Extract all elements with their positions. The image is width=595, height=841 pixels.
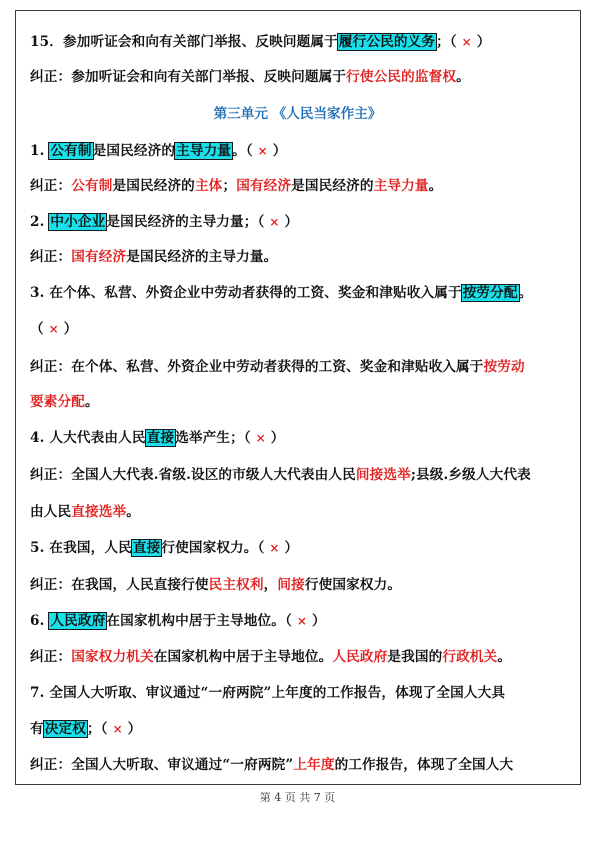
correction-term: 行政机关	[442, 649, 498, 665]
item-4-correction-cont	[30, 503, 140, 521]
text-segment: 纠正：	[30, 178, 72, 194]
wrong-mark: ×	[269, 541, 280, 555]
text-segment: ；（	[86, 721, 113, 737]
text-segment: 纠正：全国人大听取、审议通过“一府两院”	[30, 757, 294, 773]
item-3-statement	[30, 284, 532, 302]
item-4-correction	[30, 466, 531, 484]
text-segment: （	[30, 321, 49, 337]
text-segment: 。	[84, 394, 99, 410]
highlighted-term: 中小企业	[50, 214, 106, 230]
text-segment: 在国家机构中居于主导地位。（	[106, 613, 297, 629]
text-segment: ；（	[436, 34, 462, 50]
item-6-statement	[30, 612, 326, 630]
highlighted-term: 决定权	[44, 721, 86, 737]
wrong-mark: ×	[296, 614, 308, 628]
wrong-mark: ×	[112, 722, 123, 736]
correction-term: 间接选举	[355, 467, 411, 483]
text-segment: 。	[497, 649, 512, 665]
text-segment: 1.	[30, 143, 50, 159]
text-segment: ;县级.乡级人大代表	[410, 467, 531, 483]
text-segment: 。（	[232, 143, 258, 159]
text-segment: 纠正：在我国，人民直接行使	[30, 577, 209, 593]
item-15-correction	[30, 68, 470, 86]
item-1-correction	[30, 177, 442, 195]
highlighted-term: 直接	[146, 430, 175, 446]
text-segment: 选举产生；（	[175, 430, 256, 446]
highlighted-term: 主导力量	[176, 143, 232, 159]
text-segment: 5. 在我国，人民	[30, 540, 132, 556]
correction-term: 民主权利	[208, 577, 264, 593]
item-1-statement	[30, 142, 287, 160]
item-7-statement-cont	[30, 720, 141, 738]
wrong-mark: ×	[257, 144, 268, 158]
text-segment: 。	[126, 504, 140, 520]
page-border	[15, 10, 581, 785]
item-15-statement	[30, 33, 491, 51]
correction-term: 国有经济	[71, 249, 127, 265]
highlighted-term: 人民政府	[50, 613, 106, 629]
text-segment: 。	[518, 285, 533, 301]
correction-term: 主体	[194, 178, 223, 194]
correction-term: 间接	[277, 577, 305, 593]
text-segment: ）	[267, 143, 287, 159]
text-segment: 的工作报告，体现了全国人大	[334, 757, 514, 773]
highlighted-term: 按劳分配	[462, 285, 518, 301]
item-3-correction	[30, 358, 525, 376]
text-segment: ）	[307, 613, 326, 629]
correction-term: 要素分配	[30, 394, 85, 410]
item-5-correction	[30, 576, 401, 594]
wrong-mark: ×	[255, 431, 266, 445]
correction-term: 国有经济	[236, 178, 292, 194]
wrong-mark: ×	[461, 35, 472, 49]
unit-heading: 第三单元 《人民当家作主》	[213, 106, 382, 122]
text-segment: ）	[471, 34, 491, 50]
text-segment: 纠正：全国人大代表.省级.设区的市级人大代表由人民	[30, 467, 356, 483]
correction-term: 主导力量	[373, 178, 429, 194]
item-5-statement	[30, 539, 298, 557]
text-segment: 15．参加听证会和向有关部门举报、反映问题属于	[30, 34, 338, 50]
correction-term: 按劳动	[483, 359, 525, 375]
text-segment: 7. 全国人大听取、审议通过“一府两院”上年度的工作报告，体现了全国人大具	[30, 685, 506, 701]
page-footer: 第 4 页 共 7 页	[259, 791, 336, 804]
text-segment: 纠正：在个体、私营、外资企业中劳动者获得的工资、奖金和津贴收入属于	[30, 359, 484, 375]
text-segment: 。	[428, 178, 443, 194]
item-4-statement	[30, 429, 285, 447]
item-7-statement	[30, 684, 505, 702]
item-2-statement	[30, 213, 298, 231]
text-segment: 是国民经济的	[92, 143, 176, 159]
text-segment: ）	[279, 214, 299, 230]
text-segment: 纠正：参加听证会和向有关部门举报、反映问题属于	[30, 69, 347, 85]
text-segment: 是国民经济的主导力量；（	[106, 214, 270, 230]
text-segment: 纠正：	[30, 249, 72, 265]
text-segment: 是国民经济的主导力量。	[126, 249, 278, 265]
highlighted-term: 直接	[132, 540, 161, 556]
text-segment: 2.	[30, 214, 50, 230]
text-segment: ；	[222, 178, 237, 194]
text-segment: ，	[263, 577, 278, 593]
wrong-mark: ×	[48, 322, 59, 336]
text-segment: 在国家机构中居于主导地位。	[153, 649, 333, 665]
correction-term: 直接选举	[71, 504, 127, 520]
text-segment: 纠正：	[30, 649, 72, 665]
item-2-correction	[30, 248, 277, 266]
item-3-correction-cont	[30, 393, 99, 411]
correction-term: 人民政府	[332, 649, 388, 665]
text-segment: 6.	[30, 613, 50, 629]
correction-term: 上年度	[293, 757, 335, 773]
text-segment: 4. 人大代表由人民	[30, 430, 146, 446]
text-segment: 是国民经济的	[112, 178, 195, 194]
item-7-correction	[30, 756, 513, 774]
highlighted-term: 公有制	[50, 143, 92, 159]
text-segment: 行使国家权力。	[304, 577, 402, 593]
text-segment: 由人民	[30, 504, 72, 520]
text-segment: ）	[265, 430, 285, 446]
text-segment: 。	[456, 69, 470, 85]
wrong-mark: ×	[269, 215, 280, 229]
text-segment: 是我国的	[387, 649, 443, 665]
correction-term: 行使公民的监督权	[346, 69, 457, 85]
text-segment: 行使国家权力。（	[161, 540, 270, 556]
item-3-statement-cont	[30, 320, 78, 338]
text-segment: ）	[58, 321, 78, 337]
text-segment: 有	[30, 721, 44, 737]
text-segment: ）	[122, 721, 142, 737]
text-segment: ）	[279, 540, 299, 556]
text-segment: 是国民经济的	[291, 178, 374, 194]
correction-term: 国家权力机关	[71, 649, 154, 665]
correction-term: 公有制	[71, 178, 113, 194]
highlighted-term: 履行公民的义务	[338, 34, 436, 50]
item-6-correction	[30, 648, 511, 666]
text-segment: 3. 在个体、私营、外资企业中劳动者获得的工资、奖金和津贴收入属于	[30, 285, 462, 301]
